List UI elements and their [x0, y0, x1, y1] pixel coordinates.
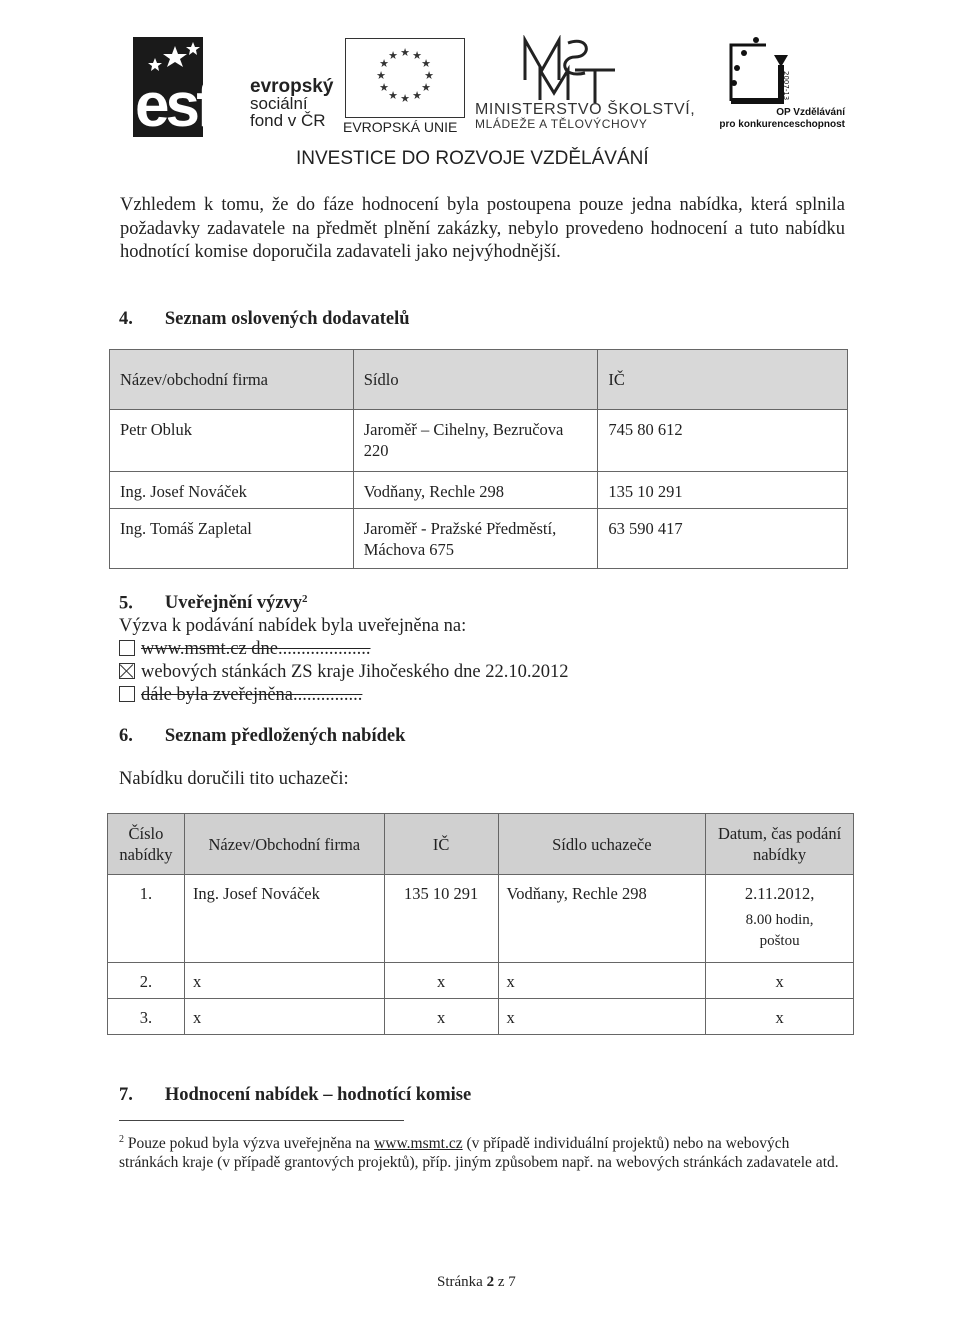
checkbox-icon	[119, 686, 135, 702]
checked-checkbox-icon	[119, 663, 135, 679]
offer-seat: Vodňany, Rechle 298	[498, 875, 706, 963]
supplier-seat: Jaroměř - Pražské Předměstí, Máchova 675	[353, 509, 598, 569]
msmt-label-line2: MLÁDEŽE A TĚLOVÝCHOVY	[475, 117, 648, 131]
msmt-logo-icon	[520, 35, 630, 105]
table-row	[110, 509, 848, 569]
svg-text:★: ★	[424, 69, 434, 82]
publication-option	[119, 684, 568, 707]
publication-option-label: dále byla zveřejněna...............	[141, 685, 363, 705]
page-number-total: 7	[508, 1274, 516, 1290]
esf-label-line2: sociální	[250, 94, 308, 113]
esf-label-line3: fond v ČR	[250, 111, 326, 130]
suppliers-table	[109, 349, 848, 569]
msmt-label-line1: MINISTERSTVO ŠKOLSTVÍ,	[475, 101, 696, 118]
table-row	[110, 410, 848, 472]
section4-heading	[119, 309, 410, 330]
offer-date	[706, 875, 854, 963]
page-number-middle: z	[494, 1274, 509, 1290]
offer-date-value: 2.11.2012,	[744, 884, 815, 903]
section6-heading	[119, 726, 405, 747]
offers-col-seat: Sídlo uchazeče	[498, 814, 706, 875]
offer-number: 3.	[108, 999, 185, 1035]
section7-title: Hodnocení nabídek – hodnotící komise	[164, 1085, 472, 1105]
suppliers-col-name: Název/obchodní firma	[110, 350, 354, 410]
section6-title: Seznam předložených nabídek	[164, 726, 406, 746]
footnote-marker: 2	[119, 1134, 124, 1145]
op-label-line2: pro konkurenceschopnost	[719, 119, 845, 130]
table-row	[110, 472, 848, 509]
offer-method-value: poštou	[759, 933, 800, 949]
offer-ic: 135 10 291	[384, 875, 498, 963]
supplier-name: Ing. Tomáš Zapletal	[110, 509, 354, 569]
publication-option	[119, 661, 568, 684]
svg-text:★: ★	[400, 92, 410, 105]
footnote-text-before: Pouze pokud byla výzva uveřejněna na	[127, 1135, 375, 1153]
svg-text:★: ★	[412, 49, 422, 62]
offer-number: 1.	[108, 875, 185, 963]
svg-text:★: ★	[388, 89, 398, 102]
svg-text:★: ★	[421, 57, 431, 70]
offer-seat: x	[498, 963, 706, 999]
footnote-separator	[119, 1120, 404, 1121]
page-number	[437, 1274, 516, 1291]
table-row	[108, 963, 854, 999]
offer-number: 2.	[108, 963, 185, 999]
section5-title: Uveřejnění výzvy	[164, 593, 303, 614]
offers-col-firm: Název/Obchodní firma	[184, 814, 384, 875]
table-row	[108, 999, 854, 1035]
svg-text:★: ★	[412, 89, 422, 102]
offer-date: x	[706, 999, 854, 1035]
op-label	[705, 107, 845, 131]
offer-ic: x	[384, 999, 498, 1035]
page-number-current: 2	[486, 1274, 495, 1290]
suppliers-header-row	[110, 350, 848, 410]
esf-label	[250, 78, 333, 129]
op-logo-icon	[726, 35, 796, 105]
header-tagline: INVESTICE DO ROZVOJE VZDĚLÁVÁNÍ	[296, 148, 649, 169]
publication-option-label: www.msmt.cz dne....................	[141, 639, 371, 659]
offer-seat: x	[498, 999, 706, 1035]
msmt-label	[475, 102, 695, 132]
offer-firm: Ing. Josef Nováček	[184, 875, 384, 963]
page-number-prefix: Stránka	[437, 1274, 487, 1290]
offers-header-row	[108, 814, 854, 875]
section4-title: Seznam oslovených dodavatelů	[164, 309, 410, 329]
supplier-ic: 135 10 291	[598, 472, 848, 509]
section6-number: 6.	[119, 726, 133, 746]
section4-number: 4.	[119, 309, 133, 329]
table-row	[108, 875, 854, 963]
footnote	[119, 1130, 844, 1172]
supplier-seat: Vodňany, Rechle 298	[353, 472, 598, 509]
suppliers-col-seat: Sídlo	[353, 350, 598, 410]
op-label-line1: OP Vzdělávání	[776, 107, 845, 118]
section5-intro: Výzva k podávání nabídek byla uveřejněna na:	[119, 616, 467, 636]
eu-flag-icon	[345, 38, 465, 118]
op-year-text: 2007-13	[782, 71, 790, 101]
offer-firm: x	[184, 963, 384, 999]
offers-col-number: Číslo nabídky	[108, 814, 185, 875]
section5-number: 5.	[119, 593, 133, 614]
svg-text:★: ★	[379, 81, 389, 94]
publication-option-label: webových stánkách ZS kraje Jihočeského dne 22.10.2012	[141, 662, 569, 682]
offers-table	[107, 813, 854, 1035]
offers-col-ic: IČ	[384, 814, 498, 875]
svg-text:★: ★	[388, 49, 398, 62]
offer-time-value: 8.00 hodin,	[745, 912, 814, 928]
offer-firm: x	[184, 999, 384, 1035]
esf-label-line1: evropský	[250, 76, 334, 97]
footnote-text-after: (v případě individuální projektů) nebo na webových stránkách kraje (v případě grantových projektů), příp. jiným způsobem např. na webových stránkách zadavatele atd.	[119, 1135, 839, 1172]
supplier-ic: 745 80 612	[598, 410, 848, 472]
esf-logo-text: esf	[135, 71, 213, 140]
offer-ic: x	[384, 963, 498, 999]
supplier-seat: Jaroměř – Cihelny, Bezručova 220	[353, 410, 598, 472]
publication-option	[119, 638, 568, 661]
svg-text:★: ★	[379, 57, 389, 70]
section5-heading	[119, 593, 308, 614]
supplier-ic: 63 590 417	[598, 509, 848, 569]
offer-date: x	[706, 963, 854, 999]
supplier-name: Petr Obluk	[110, 410, 354, 472]
section6-intro: Nabídku doručili tito uchazeči:	[119, 769, 349, 789]
eu-label: EVROPSKÁ UNIE	[343, 119, 458, 135]
section5-body	[119, 615, 568, 707]
suppliers-col-ic: IČ	[598, 350, 848, 410]
section7-number: 7.	[119, 1085, 133, 1105]
checkbox-icon	[119, 640, 135, 656]
footnote-link[interactable]: www.msmt.cz	[374, 1135, 463, 1153]
intro-paragraph: Vzhledem k tomu, že do fáze hodnocení byla postoupena pouze jedna nabídka, která splnila požadavky zadavatele na předmět plnění zakázky, nebylo provedeno hodnocení a tuto nabídku hodnotící komise doporučila zadavateli jako nejvýhodnější.	[120, 195, 845, 262]
section7-heading	[119, 1085, 471, 1106]
section5-footnote-ref: 2	[302, 593, 308, 605]
offers-col-date: Datum, čas podání nabídky	[706, 814, 854, 875]
svg-text:★: ★	[376, 69, 386, 82]
supplier-name: Ing. Josef Nováček	[110, 472, 354, 509]
svg-text:★: ★	[400, 46, 410, 59]
svg-text:★: ★	[421, 81, 431, 94]
